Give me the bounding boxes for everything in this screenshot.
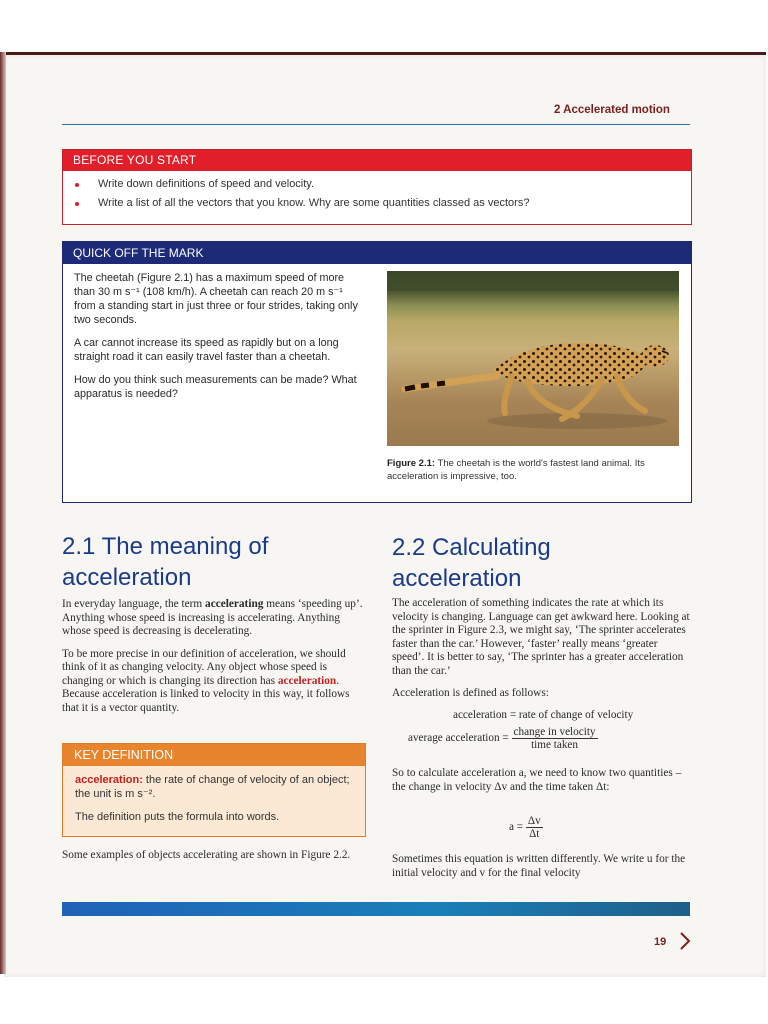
figure-caption bbox=[387, 457, 687, 483]
paragraph: A car cannot increase its speed as rapidly but on a long straight road it can easily travel faster than a cheetah. bbox=[74, 337, 339, 363]
equation-average-acceleration bbox=[408, 726, 598, 751]
definition-note: The definition puts the formula into words. bbox=[75, 811, 280, 823]
caption-label: Figure 2.1: bbox=[387, 458, 436, 469]
section-2-2-closing bbox=[392, 853, 690, 889]
text: . Because acceleration is linked to velocity in this way, it follows that it is a vector quantity. bbox=[62, 674, 350, 714]
paragraph: The acceleration of something indicates the rate at which its velocity is changing. Language can get awkward here. Looking at the sprinter in Figure 2.3, we might say, ‘The sprinter accelerates faster than the car.’ However, ‘faster’ really means ‘greater speed’. It is better to say, ‘The sprinter has a greater acceleration than the car.’ bbox=[392, 597, 690, 677]
section-2-2-body bbox=[392, 597, 690, 710]
quick-off-the-mark-text bbox=[74, 271, 366, 410]
equation-a-delta-v-over-delta-t bbox=[509, 815, 543, 840]
paragraph: So to calculate acceleration a, we need to know two quantities – the change in velocity Δv and the time taken Δt: bbox=[392, 767, 682, 793]
list-item: Write a list of all the vectors that you know. Why are some quantities classed as vectors? bbox=[63, 197, 691, 209]
section-2-1-closing bbox=[62, 849, 364, 872]
term: accelerating bbox=[205, 598, 264, 610]
heading-line: 2.2 Calculating bbox=[392, 534, 551, 561]
denominator: time taken bbox=[531, 739, 578, 751]
section-2-1-body bbox=[62, 598, 364, 724]
paragraph bbox=[62, 648, 364, 716]
key-definition-title: KEY DEFINITION bbox=[63, 744, 365, 766]
denominator: Δt bbox=[529, 828, 540, 840]
section-2-2-heading bbox=[392, 532, 551, 594]
before-you-start-list bbox=[63, 178, 691, 209]
cheetah-illustration bbox=[387, 271, 679, 446]
quick-off-the-mark-box bbox=[62, 241, 692, 503]
paragraph: How do you think such measurements can be made? What apparatus is needed? bbox=[74, 374, 357, 400]
definition bbox=[75, 773, 353, 801]
paragraph: The cheetah (Figure 2.1) has a maximum speed of more than 30 m s⁻¹ (108 km/h). A cheetah can reach 20 m s⁻¹ from a standing start in just three or four strides, taking only two seconds. bbox=[74, 272, 358, 326]
paragraph: Some examples of objects accelerating are shown in Figure 2.2. bbox=[62, 849, 351, 861]
paragraph bbox=[62, 598, 364, 639]
key-definition-box bbox=[62, 743, 366, 837]
text: To be more precise in our definition of acceleration, we should think of it as changing velocity. Any object whose speed is changing or which is changing its direction has bbox=[62, 647, 346, 687]
heading-line: 2.1 The meaning of bbox=[62, 533, 269, 560]
heading-line: acceleration bbox=[392, 565, 522, 592]
page-number: 19 bbox=[654, 936, 667, 948]
numerator: change in velocity bbox=[513, 726, 596, 738]
chevron-right-icon bbox=[679, 931, 691, 951]
equation-acceleration-definition: acceleration = rate of change of velocity bbox=[453, 709, 634, 721]
cheetah-photo bbox=[387, 271, 679, 446]
section-2-1-heading bbox=[62, 531, 268, 593]
fraction bbox=[526, 815, 543, 840]
equation-label: average acceleration = bbox=[408, 732, 509, 745]
paragraph: Sometimes this equation is written differently. We write u for the initial velocity and v for the final velocity bbox=[392, 853, 686, 879]
book-spine bbox=[0, 52, 6, 974]
key-definition-body bbox=[63, 766, 365, 840]
key-term: acceleration bbox=[277, 674, 337, 687]
heading-line: acceleration bbox=[62, 564, 192, 591]
before-you-start-box bbox=[62, 149, 692, 225]
before-you-start-title: BEFORE YOU START bbox=[63, 150, 691, 171]
section-2-2-body-continued bbox=[392, 767, 690, 803]
list-item: Write down definitions of speed and velocity. bbox=[63, 178, 691, 190]
text: In everyday language, the term bbox=[62, 598, 206, 610]
running-head: 2 Accelerated motion bbox=[554, 104, 670, 116]
header-rule bbox=[62, 124, 690, 125]
definition-text: the rate of change of velocity of an object; the unit is m s⁻². bbox=[75, 774, 350, 800]
equation-label: a = bbox=[509, 821, 524, 834]
text: means ‘speeding up’. Anything whose speed is increasing is accelerating. Anything whose speed is decreasing is decelerating. bbox=[62, 598, 363, 637]
quick-off-the-mark-title: QUICK OFF THE MARK bbox=[63, 242, 691, 264]
paragraph: Acceleration is defined as follows: bbox=[392, 687, 549, 699]
definition-term: acceleration: bbox=[75, 774, 143, 786]
caption-text: The cheetah is the world's fastest land animal. Its acceleration is impressive, too. bbox=[387, 458, 645, 482]
numerator: Δv bbox=[527, 815, 541, 827]
fraction bbox=[512, 726, 598, 751]
footer-bar bbox=[62, 902, 690, 916]
